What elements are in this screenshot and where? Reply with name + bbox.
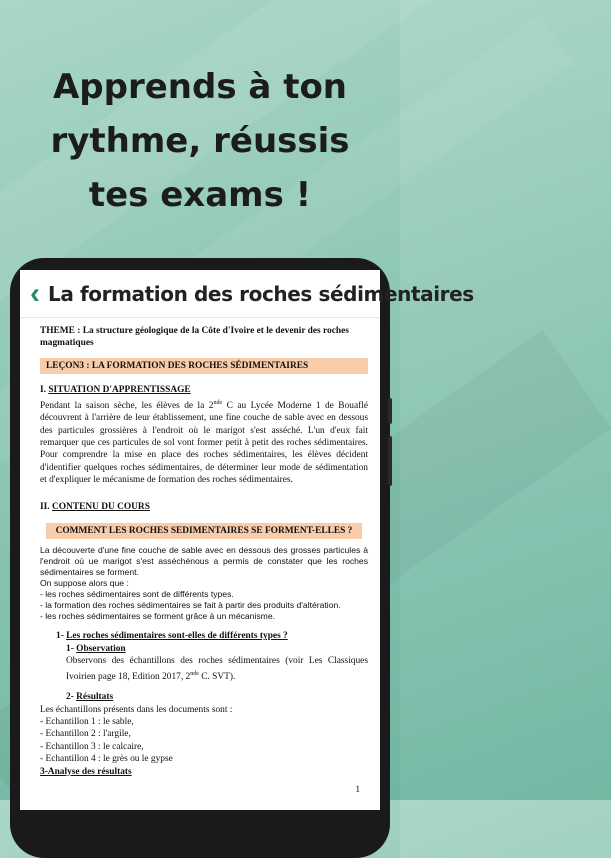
document-page bbox=[20, 325, 380, 796]
section-number: II. bbox=[40, 501, 50, 512]
item-title: Observation bbox=[76, 643, 126, 654]
doc-theme: THEME : La structure géologique de la Côte d'Ivoire et le devenir des roches magmatiques bbox=[40, 326, 349, 349]
intro-paragraph: La découverte d'une fine couche de sable avec en dessous des grosses particules à l'endroit où ue marigot s'est asséchénous a permis de constater que les roches sédimentaires se forment. bbox=[40, 545, 368, 578]
observation-text bbox=[40, 655, 368, 683]
paragraph-text: Observons des échantillons des roches sédimentaires (voir Les Classiques Ivoirien page 18, Edition 2017, 2 bbox=[66, 656, 368, 682]
superscript: nde bbox=[190, 670, 199, 677]
phone-screen bbox=[20, 270, 474, 810]
sample-item: - Echantillon 3 : le calcaire, bbox=[40, 741, 144, 752]
phone-side-button bbox=[388, 398, 392, 424]
question-banner: COMMENT LES ROCHES SEDIMENTAIRES SE FORMENT-ELLES ? bbox=[46, 523, 362, 539]
subsection-title: Les roches sédimentaires sont-elles de différents types ? bbox=[66, 631, 288, 642]
subsection-heading bbox=[40, 630, 368, 642]
headline-line-1: Apprends à ton bbox=[52, 67, 348, 107]
results-heading bbox=[40, 691, 368, 703]
app-bar bbox=[20, 270, 474, 318]
section-number: I. bbox=[40, 385, 46, 396]
item-number: 1- bbox=[66, 643, 74, 654]
sample-item: - Echantillon 4 : le grès ou le gypse bbox=[40, 754, 173, 765]
section-heading-situation bbox=[40, 384, 368, 396]
superscript: nde bbox=[213, 399, 223, 406]
headline-line-3: tes exams ! bbox=[88, 175, 312, 215]
analysis-heading: 3-Analyse des résultats bbox=[40, 766, 132, 777]
suppose-text: On suppose alors que : bbox=[40, 578, 129, 589]
subsection-number: 1- bbox=[56, 631, 64, 642]
hypothesis-item: - les roches sédimentaires sont de différents types. bbox=[40, 589, 234, 600]
back-arrow-icon[interactable]: ‹ bbox=[30, 276, 40, 310]
hypothesis-item: - la formation des roches sédimentaires se fait à partir des produits d'altération. bbox=[40, 600, 341, 611]
section-heading-contenu bbox=[40, 501, 368, 513]
paragraph-text: C. SVT). bbox=[198, 671, 236, 682]
observation-heading bbox=[40, 643, 368, 655]
phone-side-button bbox=[388, 436, 392, 486]
page-number: 1 bbox=[355, 785, 360, 795]
hypothesis-item: - les roches sédimentaires se forment grâce à un mécanisme. bbox=[40, 611, 275, 622]
lesson-banner: LEÇON3 : LA FORMATION DES ROCHES SÉDIMENTAIRES bbox=[40, 358, 368, 374]
item-title: Résultats bbox=[76, 692, 114, 703]
paragraph-text: C au Lycée Moderne 1 de Bouaflé découvrent à l'arrière de leur établissement, une fine couche de sable avec en dessous des particules grossières à l'endroit où le marigot s'est asséché. L'un d'eux fait remarquer que ces particules de sol vont former petit à petit des roches sédimentaires. Pour comprendre la mise en place des roches sédimentaires, les élèves décident d'identifier quelques roches sédimentaires, de déterminer leur mode de sédimentation et d'expliquer le mécanisme de formation des roches sédimentaires. bbox=[40, 400, 368, 486]
page-title: La formation des roches sédimentaires bbox=[48, 281, 474, 306]
paragraph-text: Pendant la saison sèche, les élèves de la 2 bbox=[40, 400, 214, 411]
promo-headline bbox=[0, 60, 400, 222]
results-intro: Les échantillons présents dans les documents sont : bbox=[40, 704, 233, 715]
sample-item: - Echantillon 2 : l'argile, bbox=[40, 729, 131, 740]
section-title: SITUATION D'APPRENTISSAGE bbox=[48, 385, 191, 396]
situation-paragraph bbox=[40, 397, 368, 487]
section-title: CONTENU DU COURS bbox=[51, 501, 150, 512]
item-number: 2- bbox=[66, 692, 74, 703]
sample-item: - Echantillon 1 : le sable, bbox=[40, 716, 134, 727]
headline-line-2: rythme, réussis bbox=[50, 121, 350, 161]
